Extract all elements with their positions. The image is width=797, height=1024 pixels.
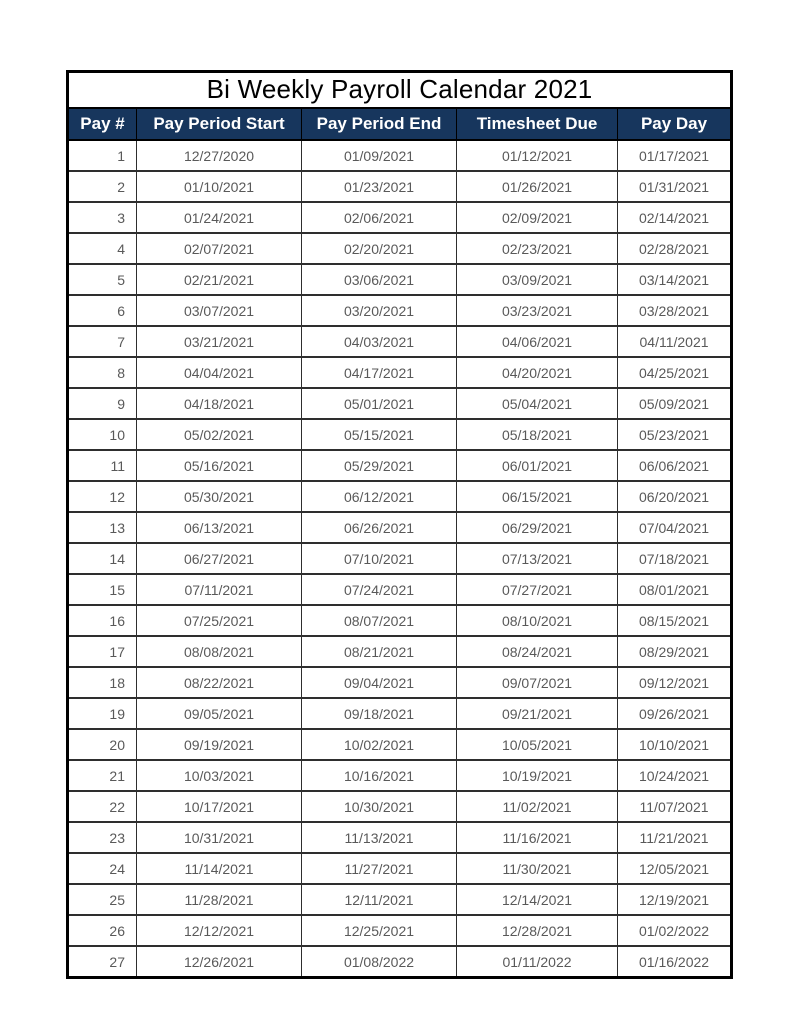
pay-day-cell: 07/18/2021 [618, 543, 732, 574]
pay-day-cell: 06/06/2021 [618, 450, 732, 481]
pay-period-start-cell: 12/26/2021 [137, 946, 302, 978]
pay-period-end-cell: 06/26/2021 [302, 512, 457, 543]
col-header-pay-period-start: Pay Period Start [137, 108, 302, 140]
pay-period-end-cell: 05/29/2021 [302, 450, 457, 481]
pay-day-cell: 04/11/2021 [618, 326, 732, 357]
pay-number-cell: 12 [68, 481, 137, 512]
pay-number-cell: 6 [68, 295, 137, 326]
timesheet-due-cell: 11/02/2021 [457, 791, 618, 822]
pay-number-cell: 5 [68, 264, 137, 295]
pay-number-cell: 25 [68, 884, 137, 915]
table-row [68, 574, 732, 605]
pay-period-start-cell: 02/07/2021 [137, 233, 302, 264]
pay-period-end-cell: 03/06/2021 [302, 264, 457, 295]
pay-period-start-cell: 05/16/2021 [137, 450, 302, 481]
pay-period-start-cell: 10/31/2021 [137, 822, 302, 853]
table-row [68, 791, 732, 822]
table-row [68, 264, 732, 295]
pay-period-start-cell: 12/12/2021 [137, 915, 302, 946]
timesheet-due-cell: 07/13/2021 [457, 543, 618, 574]
pay-number-cell: 7 [68, 326, 137, 357]
pay-period-start-cell: 11/28/2021 [137, 884, 302, 915]
pay-day-cell: 10/10/2021 [618, 729, 732, 760]
table-row [68, 698, 732, 729]
pay-day-cell: 08/15/2021 [618, 605, 732, 636]
table-row [68, 946, 732, 978]
pay-day-cell: 09/26/2021 [618, 698, 732, 729]
table-row [68, 419, 732, 450]
pay-period-start-cell: 01/10/2021 [137, 171, 302, 202]
pay-period-end-cell: 07/24/2021 [302, 574, 457, 605]
pay-day-cell: 08/01/2021 [618, 574, 732, 605]
pay-period-end-cell: 10/30/2021 [302, 791, 457, 822]
pay-period-end-cell: 11/13/2021 [302, 822, 457, 853]
pay-period-start-cell: 04/04/2021 [137, 357, 302, 388]
timesheet-due-cell: 10/19/2021 [457, 760, 618, 791]
pay-day-cell: 03/14/2021 [618, 264, 732, 295]
timesheet-due-cell: 06/15/2021 [457, 481, 618, 512]
pay-day-cell: 03/28/2021 [618, 295, 732, 326]
pay-period-end-cell: 09/18/2021 [302, 698, 457, 729]
header-row [68, 108, 732, 140]
timesheet-due-cell: 06/01/2021 [457, 450, 618, 481]
pay-day-cell: 12/19/2021 [618, 884, 732, 915]
timesheet-due-cell: 02/09/2021 [457, 202, 618, 233]
pay-day-cell: 12/05/2021 [618, 853, 732, 884]
pay-period-end-cell: 05/15/2021 [302, 419, 457, 450]
pay-period-end-cell: 05/01/2021 [302, 388, 457, 419]
pay-number-cell: 4 [68, 233, 137, 264]
table-row [68, 884, 732, 915]
pay-number-cell: 27 [68, 946, 137, 978]
timesheet-due-cell: 09/21/2021 [457, 698, 618, 729]
pay-day-cell: 05/23/2021 [618, 419, 732, 450]
timesheet-due-cell: 11/16/2021 [457, 822, 618, 853]
table-row [68, 729, 732, 760]
pay-period-start-cell: 08/22/2021 [137, 667, 302, 698]
pay-day-cell: 11/21/2021 [618, 822, 732, 853]
pay-number-cell: 24 [68, 853, 137, 884]
col-header-timesheet-due: Timesheet Due [457, 108, 618, 140]
pay-period-start-cell: 03/21/2021 [137, 326, 302, 357]
pay-period-start-cell: 03/07/2021 [137, 295, 302, 326]
pay-period-end-cell: 02/20/2021 [302, 233, 457, 264]
timesheet-due-cell: 03/09/2021 [457, 264, 618, 295]
table-row [68, 233, 732, 264]
pay-period-start-cell: 08/08/2021 [137, 636, 302, 667]
pay-period-end-cell: 10/16/2021 [302, 760, 457, 791]
timesheet-due-cell: 04/06/2021 [457, 326, 618, 357]
timesheet-due-cell: 12/28/2021 [457, 915, 618, 946]
pay-period-end-cell: 01/08/2022 [302, 946, 457, 978]
pay-period-end-cell: 12/25/2021 [302, 915, 457, 946]
pay-day-cell: 07/04/2021 [618, 512, 732, 543]
table-row [68, 853, 732, 884]
table-row [68, 326, 732, 357]
table-title: Bi Weekly Payroll Calendar 2021 [68, 72, 732, 109]
pay-period-end-cell: 07/10/2021 [302, 543, 457, 574]
table-row [68, 481, 732, 512]
timesheet-due-cell: 05/18/2021 [457, 419, 618, 450]
table-row [68, 760, 732, 791]
pay-number-cell: 26 [68, 915, 137, 946]
pay-period-start-cell: 04/18/2021 [137, 388, 302, 419]
pay-period-start-cell: 06/27/2021 [137, 543, 302, 574]
timesheet-due-cell: 09/07/2021 [457, 667, 618, 698]
pay-period-start-cell: 02/21/2021 [137, 264, 302, 295]
pay-day-cell: 04/25/2021 [618, 357, 732, 388]
pay-number-cell: 21 [68, 760, 137, 791]
pay-number-cell: 17 [68, 636, 137, 667]
table-row [68, 295, 732, 326]
pay-period-start-cell: 07/25/2021 [137, 605, 302, 636]
table-row [68, 543, 732, 574]
pay-day-cell: 09/12/2021 [618, 667, 732, 698]
timesheet-due-cell: 08/24/2021 [457, 636, 618, 667]
pay-period-end-cell: 12/11/2021 [302, 884, 457, 915]
pay-period-end-cell: 01/09/2021 [302, 140, 457, 171]
pay-period-end-cell: 06/12/2021 [302, 481, 457, 512]
pay-number-cell: 3 [68, 202, 137, 233]
table-row [68, 388, 732, 419]
table-row [68, 667, 732, 698]
table-row [68, 915, 732, 946]
pay-period-end-cell: 04/03/2021 [302, 326, 457, 357]
pay-number-cell: 11 [68, 450, 137, 481]
pay-number-cell: 14 [68, 543, 137, 574]
pay-period-start-cell: 09/05/2021 [137, 698, 302, 729]
table-row [68, 605, 732, 636]
pay-period-start-cell: 06/13/2021 [137, 512, 302, 543]
pay-period-end-cell: 10/02/2021 [302, 729, 457, 760]
pay-day-cell: 10/24/2021 [618, 760, 732, 791]
payroll-calendar-table [66, 70, 733, 979]
pay-period-end-cell: 04/17/2021 [302, 357, 457, 388]
timesheet-due-cell: 11/30/2021 [457, 853, 618, 884]
col-header-pay-day: Pay Day [618, 108, 732, 140]
pay-period-start-cell: 11/14/2021 [137, 853, 302, 884]
pay-day-cell: 05/09/2021 [618, 388, 732, 419]
pay-period-end-cell: 09/04/2021 [302, 667, 457, 698]
pay-number-cell: 23 [68, 822, 137, 853]
pay-number-cell: 1 [68, 140, 137, 171]
pay-day-cell: 01/16/2022 [618, 946, 732, 978]
pay-day-cell: 01/17/2021 [618, 140, 732, 171]
pay-number-cell: 9 [68, 388, 137, 419]
timesheet-due-cell: 08/10/2021 [457, 605, 618, 636]
pay-day-cell: 06/20/2021 [618, 481, 732, 512]
table-body [68, 140, 732, 978]
col-header-pay-number: Pay # [68, 108, 137, 140]
timesheet-due-cell: 07/27/2021 [457, 574, 618, 605]
pay-period-start-cell: 05/30/2021 [137, 481, 302, 512]
pay-number-cell: 19 [68, 698, 137, 729]
timesheet-due-cell: 02/23/2021 [457, 233, 618, 264]
pay-number-cell: 15 [68, 574, 137, 605]
timesheet-due-cell: 01/12/2021 [457, 140, 618, 171]
pay-period-end-cell: 08/07/2021 [302, 605, 457, 636]
timesheet-due-cell: 03/23/2021 [457, 295, 618, 326]
pay-period-end-cell: 01/23/2021 [302, 171, 457, 202]
pay-day-cell: 08/29/2021 [618, 636, 732, 667]
table-row [68, 202, 732, 233]
timesheet-due-cell: 10/05/2021 [457, 729, 618, 760]
pay-day-cell: 11/07/2021 [618, 791, 732, 822]
pay-period-end-cell: 03/20/2021 [302, 295, 457, 326]
pay-number-cell: 8 [68, 357, 137, 388]
pay-period-start-cell: 07/11/2021 [137, 574, 302, 605]
title-row [68, 72, 732, 109]
table-row [68, 171, 732, 202]
table-row [68, 636, 732, 667]
pay-period-start-cell: 01/24/2021 [137, 202, 302, 233]
pay-number-cell: 2 [68, 171, 137, 202]
pay-day-cell: 01/31/2021 [618, 171, 732, 202]
timesheet-due-cell: 12/14/2021 [457, 884, 618, 915]
pay-period-start-cell: 05/02/2021 [137, 419, 302, 450]
table-row [68, 512, 732, 543]
pay-period-start-cell: 10/17/2021 [137, 791, 302, 822]
pay-period-start-cell: 10/03/2021 [137, 760, 302, 791]
pay-period-end-cell: 08/21/2021 [302, 636, 457, 667]
table-row [68, 140, 732, 171]
col-header-pay-period-end: Pay Period End [302, 108, 457, 140]
pay-number-cell: 16 [68, 605, 137, 636]
pay-number-cell: 13 [68, 512, 137, 543]
pay-period-start-cell: 12/27/2020 [137, 140, 302, 171]
pay-number-cell: 10 [68, 419, 137, 450]
pay-number-cell: 22 [68, 791, 137, 822]
pay-period-end-cell: 02/06/2021 [302, 202, 457, 233]
pay-number-cell: 20 [68, 729, 137, 760]
table-row [68, 357, 732, 388]
table-row [68, 450, 732, 481]
pay-day-cell: 02/28/2021 [618, 233, 732, 264]
pay-number-cell: 18 [68, 667, 137, 698]
pay-day-cell: 02/14/2021 [618, 202, 732, 233]
timesheet-due-cell: 01/11/2022 [457, 946, 618, 978]
table-row [68, 822, 732, 853]
pay-period-end-cell: 11/27/2021 [302, 853, 457, 884]
timesheet-due-cell: 01/26/2021 [457, 171, 618, 202]
timesheet-due-cell: 06/29/2021 [457, 512, 618, 543]
timesheet-due-cell: 05/04/2021 [457, 388, 618, 419]
timesheet-due-cell: 04/20/2021 [457, 357, 618, 388]
pay-day-cell: 01/02/2022 [618, 915, 732, 946]
pay-period-start-cell: 09/19/2021 [137, 729, 302, 760]
